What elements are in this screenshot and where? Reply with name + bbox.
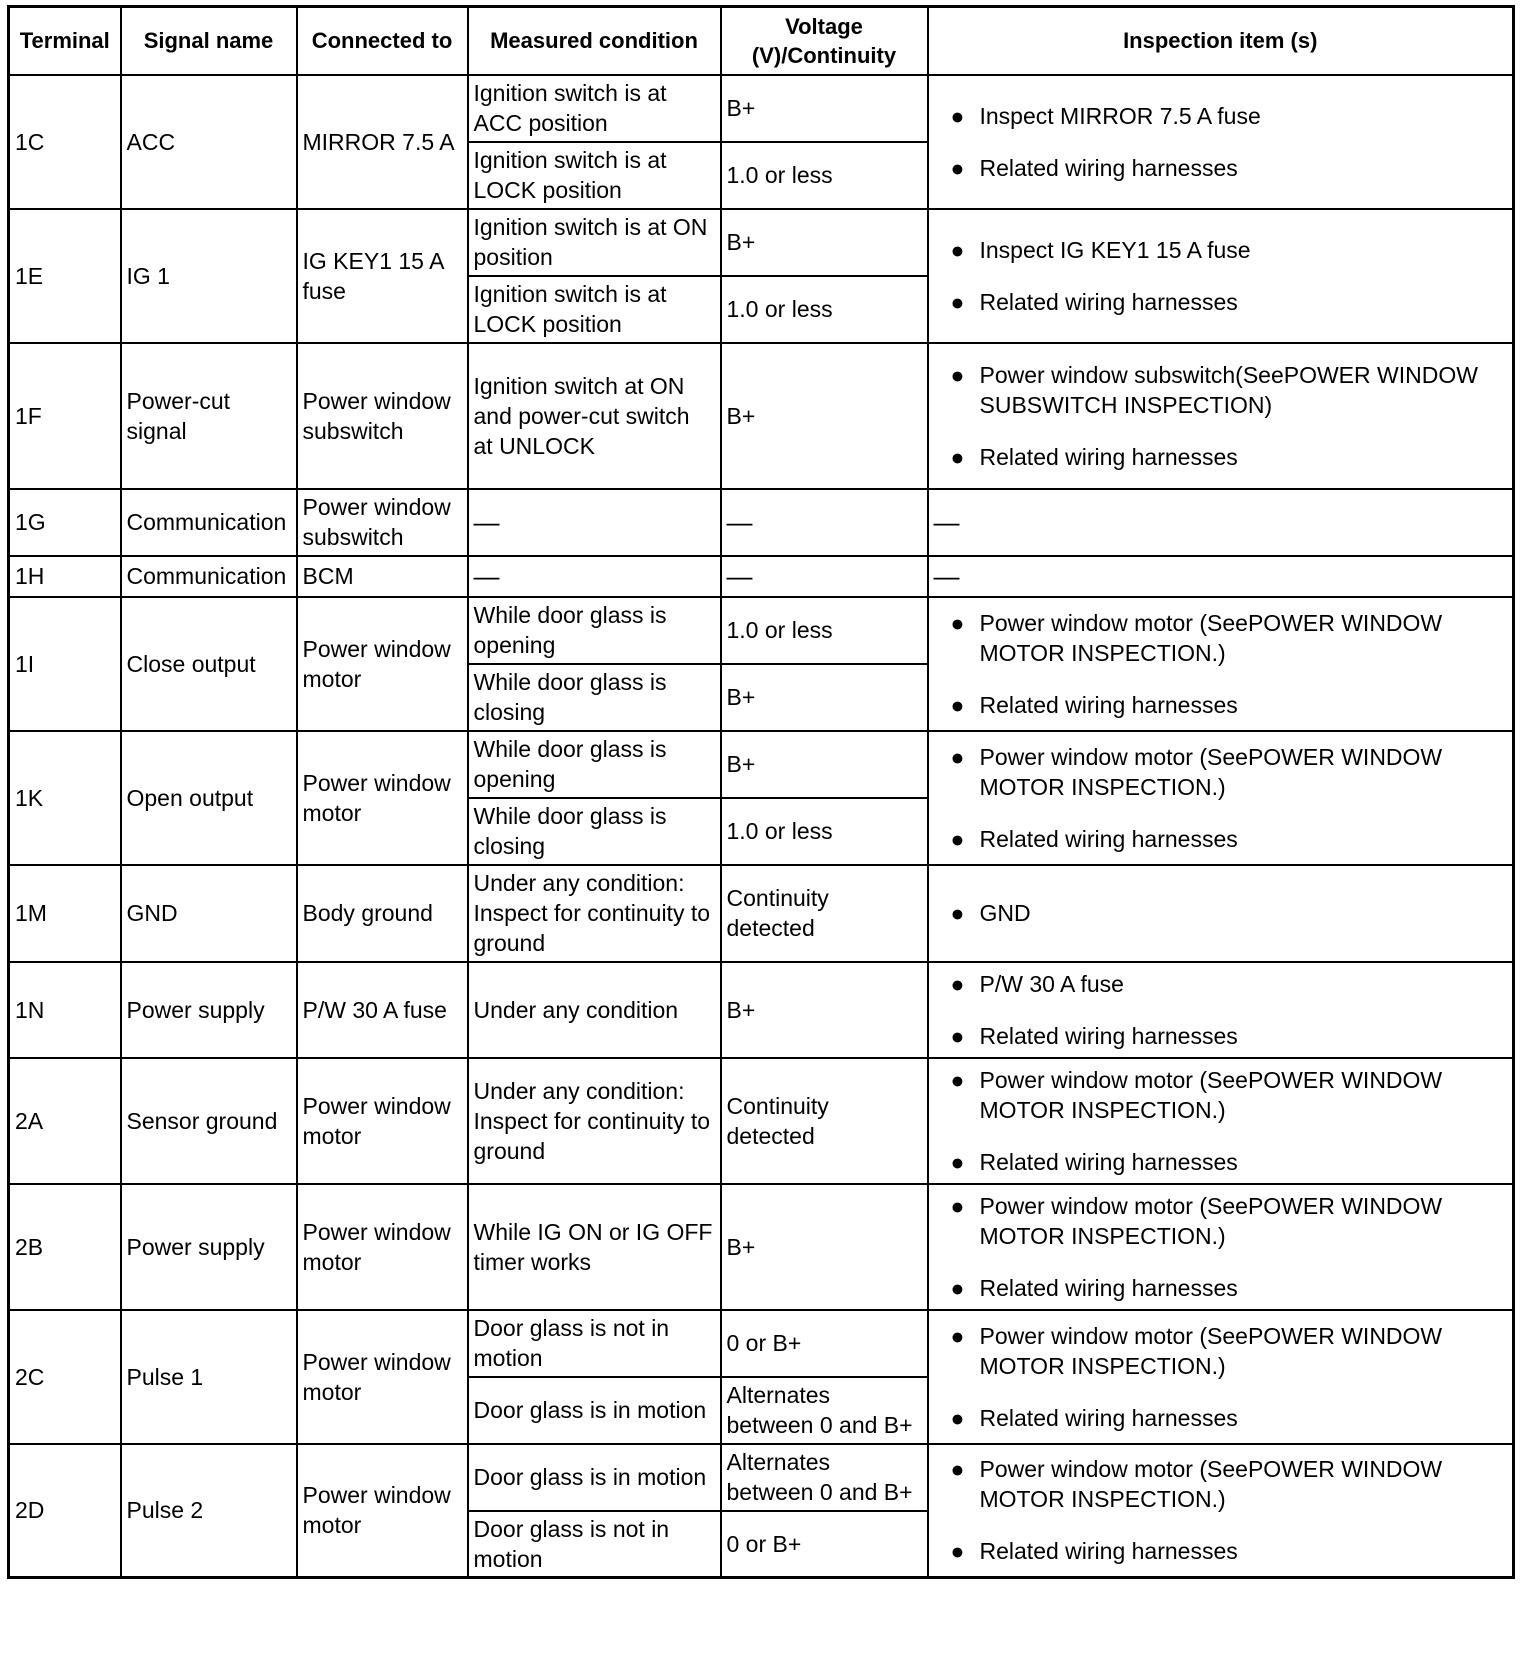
inspection-item — [950, 898, 1508, 928]
terminal-cell: 2D — [9, 1444, 121, 1578]
connected-to-cell: Power window motor — [297, 597, 468, 731]
inspection-item-text: GND — [979, 900, 1031, 926]
voltage-cell: 0 or B+ — [721, 1511, 928, 1578]
connected-to-cell: BCM — [297, 556, 468, 597]
voltage-cell: Alternates between 0 and B+ — [721, 1444, 928, 1511]
inspection-item — [950, 1021, 1508, 1051]
bullet-icon: ● — [950, 361, 965, 388]
measured-condition-cell: Door glass is not in motion — [468, 1310, 721, 1377]
signal-name-cell: Communication — [121, 489, 297, 556]
inspection-item — [950, 1191, 1508, 1251]
table-row — [9, 597, 1514, 664]
inspection-list — [934, 101, 1508, 183]
measured-condition-cell: — — [468, 556, 721, 597]
voltage-cell: B+ — [721, 731, 928, 798]
bullet-icon: ● — [950, 743, 965, 770]
inspection-item — [950, 1454, 1508, 1514]
inspection-list — [934, 1454, 1508, 1566]
voltage-cell: B+ — [721, 1184, 928, 1310]
signal-name-cell: Open output — [121, 731, 297, 865]
terminal-cell: 1I — [9, 597, 121, 731]
measured-condition-cell: Door glass is in motion — [468, 1377, 721, 1444]
table-row — [9, 865, 1514, 962]
voltage-cell: 1.0 or less — [721, 142, 928, 209]
inspection-item — [950, 742, 1508, 802]
voltage-cell: 1.0 or less — [721, 276, 928, 343]
bullet-icon: ● — [950, 236, 965, 263]
table-row — [9, 731, 1514, 798]
measured-condition-cell: Door glass is in motion — [468, 1444, 721, 1511]
voltage-cell: Alternates between 0 and B+ — [721, 1377, 928, 1444]
inspection-item-text: Power window subswitch(SeePOWER WINDOW SUBSWITCH INSPECTION) — [979, 361, 1478, 418]
terminal-cell: 1M — [9, 865, 121, 962]
voltage-cell: B+ — [721, 664, 928, 731]
signal-name-cell: Sensor ground — [121, 1058, 297, 1184]
measured-condition-cell: — — [468, 489, 721, 556]
measured-condition-cell: Ignition switch is at ON position — [468, 209, 721, 276]
measured-condition-cell: Under any condition: Inspect for continuity to ground — [468, 1058, 721, 1184]
signal-name-cell: IG 1 — [121, 209, 297, 343]
signal-name-cell: Communication — [121, 556, 297, 597]
inspection-item — [950, 690, 1508, 720]
bullet-icon: ● — [950, 102, 965, 129]
inspection-items-cell: — — [928, 556, 1514, 597]
inspection-item — [950, 1147, 1508, 1177]
voltage-cell: 1.0 or less — [721, 597, 928, 664]
bullet-icon: ● — [950, 443, 965, 470]
connected-to-cell: Power window motor — [297, 731, 468, 865]
inspection-item — [950, 969, 1508, 999]
terminal-cell: 1F — [9, 343, 121, 489]
inspection-item-text: Inspect MIRROR 7.5 A fuse — [979, 102, 1261, 129]
voltage-cell: Continuity detected — [721, 865, 928, 962]
bullet-icon: ● — [950, 154, 965, 181]
inspection-item-text: Related wiring harnesses — [979, 1538, 1238, 1565]
connected-to-cell: Power window motor — [297, 1310, 468, 1444]
connected-to-cell: Power window subswitch — [297, 343, 468, 489]
terminal-cell: 2C — [9, 1310, 121, 1444]
measured-condition-cell: Ignition switch is at ACC position — [468, 75, 721, 142]
signal-name-cell: ACC — [121, 75, 297, 209]
terminal-cell: 1E — [9, 209, 121, 343]
inspection-items-cell — [928, 1058, 1514, 1184]
connected-to-cell: Power window subswitch — [297, 489, 468, 556]
measured-condition-cell: While door glass is closing — [468, 798, 721, 865]
inspection-list — [934, 360, 1508, 472]
inspection-list — [934, 235, 1508, 317]
inspection-item-text: Power window motor (SeePOWER WINDOW MOTOR INSPECTION.) — [979, 1066, 1443, 1123]
terminal-voltage-table — [7, 5, 1515, 1579]
inspection-list — [934, 1191, 1508, 1303]
inspection-list — [934, 1321, 1508, 1433]
measured-condition-cell: Door glass is not in motion — [468, 1511, 721, 1578]
inspection-item-text: Power window motor (SeePOWER WINDOW MOTOR INSPECTION.) — [979, 1192, 1443, 1249]
inspection-list — [934, 608, 1508, 720]
terminal-cell: 1K — [9, 731, 121, 865]
bullet-icon: ● — [950, 609, 965, 636]
header-measured-condition: Measured condition — [468, 7, 721, 75]
table-row — [9, 75, 1514, 142]
table-body — [9, 75, 1514, 1578]
inspection-item-text: Related wiring harnesses — [979, 1404, 1238, 1431]
measured-condition-cell: Ignition switch is at LOCK position — [468, 276, 721, 343]
inspection-item — [950, 360, 1508, 420]
measured-condition-cell: While door glass is closing — [468, 664, 721, 731]
inspection-list — [934, 898, 1508, 928]
measured-condition-cell: While door glass is opening — [468, 731, 721, 798]
bullet-icon: ● — [950, 1404, 965, 1431]
measured-condition-cell: Ignition switch at ON and power-cut switch at UNLOCK — [468, 343, 721, 489]
inspection-items-cell — [928, 1444, 1514, 1578]
terminal-cell: 2B — [9, 1184, 121, 1310]
terminal-cell: 1G — [9, 489, 121, 556]
connected-to-cell: MIRROR 7.5 A — [297, 75, 468, 209]
inspection-item — [950, 1321, 1508, 1381]
inspection-item-text: Related wiring harnesses — [979, 288, 1238, 315]
inspection-item-text: Inspect IG KEY1 15 A fuse — [979, 236, 1251, 263]
header-voltage-continuity: Voltage (V)/Continuity — [721, 7, 928, 75]
voltage-cell: B+ — [721, 962, 928, 1058]
connected-to-cell: Power window motor — [297, 1058, 468, 1184]
terminal-cell: 2A — [9, 1058, 121, 1184]
bullet-icon: ● — [950, 691, 965, 718]
measured-condition-cell: While IG ON or IG OFF timer works — [468, 1184, 721, 1310]
table-row — [9, 1184, 1514, 1310]
inspection-item-text: Related wiring harnesses — [979, 443, 1238, 470]
voltage-cell: B+ — [721, 209, 928, 276]
inspection-item — [950, 608, 1508, 668]
bullet-icon: ● — [950, 1456, 965, 1483]
inspection-item — [950, 1403, 1508, 1433]
inspection-items-cell — [928, 1310, 1514, 1444]
inspection-list — [934, 969, 1508, 1051]
bullet-icon: ● — [950, 1022, 965, 1049]
table-row — [9, 489, 1514, 556]
inspection-item — [950, 153, 1508, 183]
signal-name-cell: Power supply — [121, 1184, 297, 1310]
inspection-item-text: Power window motor (SeePOWER WINDOW MOTOR INSPECTION.) — [979, 609, 1443, 666]
signal-name-cell: Pulse 1 — [121, 1310, 297, 1444]
inspection-item — [950, 1536, 1508, 1566]
terminal-cell: 1C — [9, 75, 121, 209]
inspection-item — [950, 824, 1508, 854]
voltage-cell: 0 or B+ — [721, 1310, 928, 1377]
voltage-cell: — — [721, 556, 928, 597]
table-row — [9, 343, 1514, 489]
inspection-items-cell — [928, 343, 1514, 489]
inspection-item — [950, 101, 1508, 131]
table-row — [9, 962, 1514, 1058]
inspection-item-text: Power window motor (SeePOWER WINDOW MOTOR INSPECTION.) — [979, 1456, 1443, 1513]
inspection-items-cell — [928, 75, 1514, 209]
inspection-item-text: Related wiring harnesses — [979, 825, 1238, 852]
inspection-item-text: Power window motor (SeePOWER WINDOW MOTOR INSPECTION.) — [979, 743, 1443, 800]
inspection-list — [934, 742, 1508, 854]
inspection-item-text: Power window motor (SeePOWER WINDOW MOTOR INSPECTION.) — [979, 1322, 1443, 1379]
connected-to-cell: Power window motor — [297, 1444, 468, 1578]
inspection-items-cell — [928, 597, 1514, 731]
header-connected-to: Connected to — [297, 7, 468, 75]
inspection-item-text: Related wiring harnesses — [979, 1274, 1238, 1301]
table-row — [9, 209, 1514, 276]
bullet-icon: ● — [950, 825, 965, 852]
bullet-icon: ● — [950, 1538, 965, 1565]
terminal-inspection-sheet — [7, 5, 1515, 1579]
measured-condition-cell: Under any condition: Inspect for continuity to ground — [468, 865, 721, 962]
header-inspection-items: Inspection item (s) — [928, 7, 1514, 75]
bullet-icon: ● — [950, 288, 965, 315]
measured-condition-cell: Ignition switch is at LOCK position — [468, 142, 721, 209]
bullet-icon: ● — [950, 970, 965, 997]
bullet-icon: ● — [950, 900, 965, 926]
bullet-icon: ● — [950, 1322, 965, 1349]
inspection-item — [950, 442, 1508, 472]
inspection-item — [950, 1065, 1508, 1125]
bullet-icon: ● — [950, 1274, 965, 1301]
inspection-item-text: Related wiring harnesses — [979, 1022, 1238, 1049]
signal-name-cell: Power-cut signal — [121, 343, 297, 489]
voltage-cell: — — [721, 489, 928, 556]
inspection-items-cell — [928, 962, 1514, 1058]
voltage-cell: Continuity detected — [721, 1058, 928, 1184]
bullet-icon: ● — [950, 1192, 965, 1219]
signal-name-cell: GND — [121, 865, 297, 962]
connected-to-cell: P/W 30 A fuse — [297, 962, 468, 1058]
header-signal-name: Signal name — [121, 7, 297, 75]
measured-condition-cell: Under any condition — [468, 962, 721, 1058]
measured-condition-cell: While door glass is opening — [468, 597, 721, 664]
inspection-item — [950, 235, 1508, 265]
voltage-cell: B+ — [721, 343, 928, 489]
table-row — [9, 1444, 1514, 1511]
inspection-list — [934, 1065, 1508, 1177]
signal-name-cell: Pulse 2 — [121, 1444, 297, 1578]
table-row — [9, 556, 1514, 597]
inspection-items-cell — [928, 209, 1514, 343]
voltage-cell: B+ — [721, 75, 928, 142]
inspection-item-text: Related wiring harnesses — [979, 691, 1238, 718]
inspection-items-cell — [928, 865, 1514, 962]
bullet-icon: ● — [950, 1066, 965, 1093]
terminal-cell: 1H — [9, 556, 121, 597]
inspection-item-text: Related wiring harnesses — [979, 154, 1238, 181]
inspection-items-cell — [928, 731, 1514, 865]
bullet-icon: ● — [950, 1148, 965, 1175]
connected-to-cell: Body ground — [297, 865, 468, 962]
connected-to-cell: IG KEY1 15 A fuse — [297, 209, 468, 343]
signal-name-cell: Close output — [121, 597, 297, 731]
table-row — [9, 1058, 1514, 1184]
terminal-cell: 1N — [9, 962, 121, 1058]
signal-name-cell: Power supply — [121, 962, 297, 1058]
inspection-items-cell: — — [928, 489, 1514, 556]
inspection-item-text: P/W 30 A fuse — [979, 970, 1124, 997]
header-terminal: Terminal — [9, 7, 121, 75]
table-row — [9, 1310, 1514, 1377]
connected-to-cell: Power window motor — [297, 1184, 468, 1310]
inspection-item-text: Related wiring harnesses — [979, 1148, 1238, 1175]
inspection-item — [950, 1273, 1508, 1303]
header-row — [9, 7, 1514, 75]
voltage-cell: 1.0 or less — [721, 798, 928, 865]
inspection-items-cell — [928, 1184, 1514, 1310]
inspection-item — [950, 287, 1508, 317]
